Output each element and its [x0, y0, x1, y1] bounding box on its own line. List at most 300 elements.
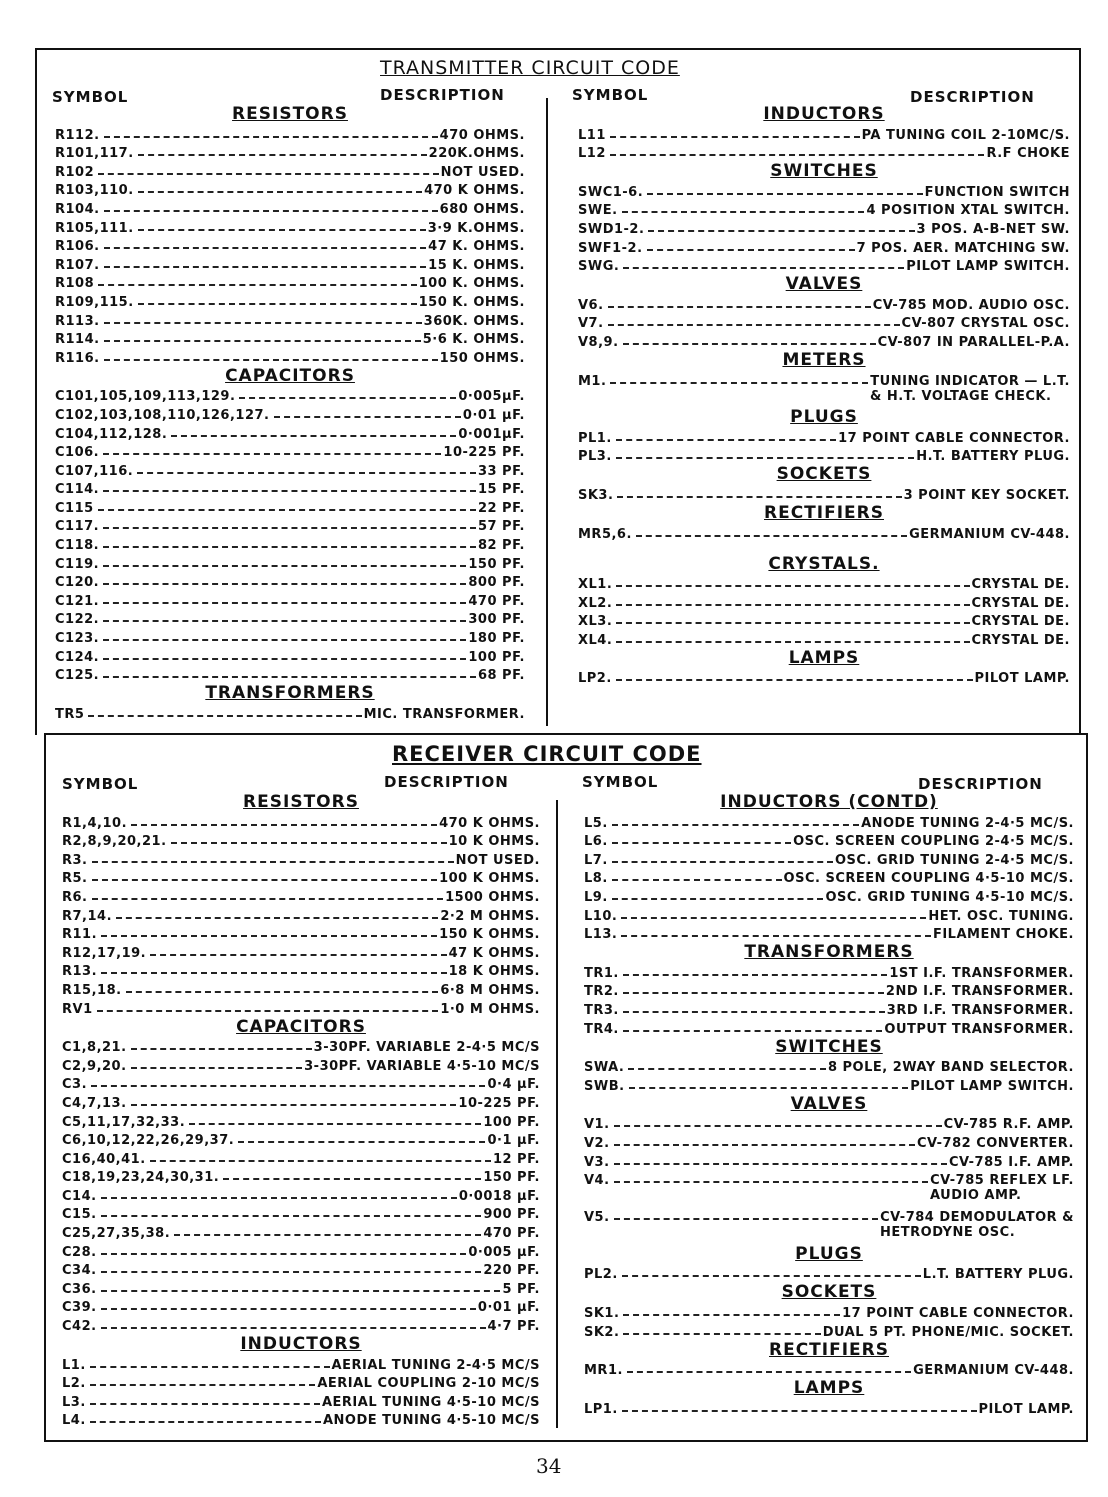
component-row: [578, 237, 1070, 256]
component-symbol: C102,103,108,110,126,127.: [55, 407, 270, 423]
component-description: FUNCTION SWITCH: [924, 184, 1070, 200]
component-symbol: L9.: [584, 889, 608, 905]
component-symbol: SK1.: [584, 1306, 620, 1322]
component-row: [62, 979, 540, 998]
component-symbol: C15.: [62, 1207, 97, 1223]
leader-dashes: [612, 842, 791, 844]
component-description: AERIAL COUPLING 2-10 MC/S: [317, 1376, 540, 1392]
component-row: [62, 1278, 540, 1297]
component-symbol: L2.: [62, 1376, 86, 1392]
component-symbol: L8.: [584, 871, 608, 887]
leader-dashes: [623, 267, 904, 269]
component-row: [55, 665, 525, 684]
component-row: [55, 703, 525, 722]
component-row: [584, 1207, 1074, 1226]
leader-dashes: [101, 1215, 482, 1217]
section-heading: SWITCHES: [775, 1036, 883, 1057]
component-symbol: SWG.: [578, 259, 620, 275]
section-heading: RESISTORS: [243, 792, 359, 812]
leader-dashes: [101, 972, 447, 974]
component-symbol: C119.: [55, 556, 100, 572]
component-description: PA TUNING COIL 2-10MC/S.: [861, 127, 1070, 143]
component-description: 3·9 K.OHMS.: [427, 220, 525, 236]
component-symbol: V2.: [584, 1135, 610, 1151]
receiver-left-symbol-heading: SYMBOL: [62, 775, 139, 793]
leader-dashes: [612, 898, 824, 900]
component-description-continuation: HETRODYNE OSC.: [880, 1225, 1016, 1241]
component-row: [62, 1204, 540, 1223]
leader-dashes: [614, 1163, 947, 1165]
component-symbol: R102: [55, 164, 95, 180]
leader-dashes: [98, 173, 438, 175]
component-description: PILOT LAMP SWITCH.: [910, 1078, 1074, 1094]
component-symbol: R1,4,10.: [62, 815, 128, 831]
component-description: CV-785 I.F. AMP.: [949, 1154, 1074, 1170]
component-symbol: R12,17,19.: [62, 945, 147, 961]
component-description: 6·8 M OHMS.: [440, 982, 540, 998]
component-symbol: SWE.: [578, 203, 618, 219]
component-symbol: C6,10,12,22,26,29,37.: [62, 1133, 235, 1149]
leader-dashes: [623, 974, 887, 976]
leader-dashes: [137, 472, 476, 474]
component-description-continuation: & H.T. VOLTAGE CHECK.: [870, 388, 1052, 404]
component-description: OSC. SCREEN COUPLING 2-4·5 MC/S.: [793, 834, 1074, 850]
component-row: [62, 1092, 540, 1111]
component-symbol: R103,110.: [55, 183, 134, 199]
component-symbol: XL1.: [578, 577, 613, 593]
component-description: CRYSTAL DE.: [971, 614, 1070, 630]
component-symbol: R108: [55, 276, 95, 292]
component-symbol: C1,8,21.: [62, 1040, 127, 1056]
section-heading: INDUCTORS (CONTD): [720, 792, 938, 812]
component-symbol: L1.: [62, 1357, 86, 1373]
component-row: [62, 905, 540, 924]
component-row: [584, 1264, 1074, 1283]
component-symbol: L12: [578, 146, 606, 162]
component-symbol: R114.: [55, 332, 100, 348]
section-heading: CAPACITORS: [225, 365, 355, 386]
leader-dashes: [239, 397, 456, 399]
leader-dashes: [101, 1327, 486, 1329]
leader-dashes: [101, 935, 437, 937]
section-heading: TRANSFORMERS: [744, 942, 914, 963]
component-description: FILAMENT CHOKE.: [932, 927, 1074, 943]
component-symbol: TR3.: [584, 1002, 619, 1018]
component-description: CRYSTAL DE.: [971, 577, 1070, 593]
leader-dashes: [616, 604, 969, 606]
transmitter-right-description-heading: DESCRIPTION: [910, 88, 1035, 106]
component-description: 3-30PF. VARIABLE 4·5-10 MC/S: [304, 1058, 540, 1074]
leader-dashes: [627, 1371, 911, 1373]
component-symbol: L7.: [584, 852, 608, 868]
section-heading: CAPACITORS: [236, 1016, 366, 1037]
component-row: [55, 310, 525, 329]
section-heading: INDUCTORS: [240, 1334, 362, 1355]
leader-dashes: [614, 1218, 879, 1220]
leader-dashes: [171, 435, 456, 437]
component-row: [584, 999, 1074, 1018]
leader-dashes: [92, 861, 454, 863]
component-symbol: R106.: [55, 239, 100, 255]
component-symbol: C101,105,109,113,129.: [55, 389, 236, 405]
component-description: 5·6 K. OHMS.: [422, 332, 525, 348]
component-row: [578, 446, 1070, 465]
component-description: PILOT LAMP SWITCH.: [906, 259, 1070, 275]
component-symbol: SWB.: [584, 1078, 625, 1094]
component-description: 3-30PF. VARIABLE 2-4·5 MC/S: [313, 1040, 540, 1056]
section-heading: VALVES: [790, 1093, 868, 1114]
component-description: OSC. GRID TUNING 4·5-10 MC/S.: [825, 889, 1074, 905]
component-description: NOT USED.: [440, 164, 525, 180]
component-description: 33 PF.: [477, 463, 525, 479]
leader-dashes: [104, 247, 427, 249]
leader-dashes: [628, 1068, 826, 1070]
leader-dashes: [622, 1410, 977, 1412]
component-symbol: C118.: [55, 538, 100, 554]
leader-dashes: [171, 842, 447, 844]
component-row: [62, 1315, 540, 1334]
transmitter-right-column: [578, 104, 1070, 686]
section-heading: SOCKETS: [781, 1282, 877, 1303]
component-row: [578, 427, 1070, 446]
component-row: [55, 590, 525, 609]
leader-dashes: [88, 715, 361, 717]
component-description: DUAL 5 PT. PHONE/MIC. SOCKET.: [822, 1324, 1074, 1340]
component-row: [55, 254, 525, 273]
component-symbol: R109,115.: [55, 294, 134, 310]
leader-dashes: [616, 457, 914, 459]
component-row: [578, 611, 1070, 630]
section-heading: METERS: [782, 349, 866, 370]
leader-dashes: [126, 991, 439, 993]
component-symbol: C123.: [55, 631, 100, 647]
component-symbol: TR4.: [584, 1021, 619, 1037]
component-row: [578, 313, 1070, 332]
component-row: [55, 516, 525, 535]
receiver-left-description-heading: DESCRIPTION: [384, 773, 509, 791]
leader-dashes: [92, 879, 438, 881]
transmitter-column-divider: [546, 98, 548, 726]
component-description: 17 POINT CABLE CONNECTOR.: [838, 430, 1070, 446]
component-row: [62, 1167, 540, 1186]
component-symbol: XL2.: [578, 595, 613, 611]
component-description: 15 K. OHMS.: [428, 257, 525, 273]
leader-dashes: [623, 1011, 885, 1013]
component-symbol: R13.: [62, 964, 98, 980]
component-row: [55, 423, 525, 442]
component-description: 5 PF.: [502, 1281, 540, 1297]
component-row: [584, 1398, 1074, 1417]
leader-dashes: [103, 583, 466, 585]
component-symbol: V6.: [578, 297, 604, 313]
component-symbol: TR2.: [584, 984, 619, 1000]
component-description: 0·4 µF.: [487, 1077, 540, 1093]
component-description: 150 PF.: [468, 556, 525, 572]
component-row: [584, 1360, 1074, 1379]
leader-dashes: [98, 284, 416, 286]
component-symbol: R7,14.: [62, 908, 113, 924]
component-description: 4 POSITION XTAL SWITCH.: [866, 203, 1070, 219]
component-row: [584, 1132, 1074, 1151]
component-row: [578, 256, 1070, 275]
leader-dashes: [616, 585, 969, 587]
component-symbol: R101,117.: [55, 146, 134, 162]
component-description: CV-807 CRYSTAL OSC.: [901, 316, 1070, 332]
component-symbol: L3.: [62, 1394, 86, 1410]
section-heading: RECTIFIERS: [769, 1339, 889, 1360]
component-description: 47 K. OHMS.: [428, 239, 525, 255]
component-row: [584, 962, 1074, 981]
leader-dashes: [131, 1104, 457, 1106]
leader-dashes: [616, 439, 836, 441]
component-symbol: C125.: [55, 668, 100, 684]
component-symbol: V7.: [578, 316, 604, 332]
component-description: MIC. TRANSFORMER.: [363, 706, 525, 722]
component-row: [62, 1130, 540, 1149]
component-description: 900 PF.: [483, 1207, 540, 1223]
leader-dashes: [621, 935, 931, 937]
leader-dashes: [614, 1125, 942, 1127]
leader-dashes: [91, 1085, 485, 1087]
component-description: 100 K OHMS.: [439, 871, 540, 887]
section-heading: PLUGS: [795, 1243, 863, 1264]
component-description: OSC. SCREEN COUPLING 4·5-10 MC/S.: [783, 871, 1074, 887]
component-description: CRYSTAL DE.: [971, 632, 1070, 648]
component-row: [584, 1302, 1074, 1321]
component-row: [62, 849, 540, 868]
component-symbol: R11.: [62, 927, 98, 943]
component-row: [578, 181, 1070, 200]
component-description: 0·001µF.: [458, 426, 525, 442]
section-heading: INDUCTORS: [763, 104, 885, 124]
component-row: [55, 553, 525, 572]
component-row: [584, 868, 1074, 887]
component-description: GERMANIUM CV-448.: [909, 526, 1070, 542]
component-description: CV-785 REFLEX LF.: [930, 1173, 1074, 1189]
component-row: [55, 291, 525, 310]
leader-dashes: [97, 1010, 439, 1012]
receiver-column-divider: [556, 800, 558, 1428]
transmitter-left-column: [55, 104, 525, 722]
component-row: [55, 460, 525, 479]
component-symbol: R112.: [55, 127, 100, 143]
component-symbol: C115: [55, 500, 94, 516]
component-description: CV-807 IN PARALLEL-P.A.: [877, 334, 1070, 350]
leader-dashes: [610, 382, 868, 384]
component-description: 150 OHMS.: [439, 350, 525, 366]
component-description: 470 K OHMS.: [424, 183, 525, 199]
leader-dashes: [608, 306, 871, 308]
component-description: 3RD I.F. TRANSFORMER.: [886, 1002, 1074, 1018]
transmitter-left-symbol-heading: SYMBOL: [52, 88, 129, 106]
component-description: ANODE TUNING 4·5-10 MC/S: [322, 1413, 540, 1429]
component-symbol: C18,19,23,24,30,31.: [62, 1170, 220, 1186]
leader-dashes: [617, 496, 901, 498]
component-row: [55, 404, 525, 423]
component-symbol: V4.: [584, 1173, 610, 1189]
component-description: 150 K. OHMS.: [418, 294, 525, 310]
component-description: 10-225 PF.: [443, 445, 525, 461]
component-row: [578, 124, 1070, 143]
component-symbol: TR5: [55, 706, 85, 722]
component-description-continuation: AUDIO AMP.: [930, 1188, 1022, 1204]
component-row: [584, 1151, 1074, 1170]
leader-dashes: [622, 211, 865, 213]
component-symbol: C16,40,41.: [62, 1151, 146, 1167]
leader-dashes: [616, 641, 969, 643]
component-row: [584, 831, 1074, 850]
component-row: [584, 905, 1074, 924]
component-symbol: C2,9,20.: [62, 1058, 127, 1074]
component-description: 470 K OHMS.: [439, 815, 540, 831]
section-heading: PLUGS: [790, 407, 858, 428]
component-symbol: XL4.: [578, 632, 613, 648]
component-description: 82 PF.: [477, 538, 525, 554]
leader-dashes: [104, 322, 422, 324]
component-row: [584, 981, 1074, 1000]
component-row: [55, 442, 525, 461]
component-symbol: V1.: [584, 1117, 610, 1133]
component-symbol: C124.: [55, 649, 100, 665]
component-row: [62, 1111, 540, 1130]
component-description: 470 OHMS.: [439, 127, 525, 143]
leader-dashes: [612, 824, 859, 826]
receiver-left-column: [62, 792, 540, 1428]
component-symbol: R5.: [62, 871, 88, 887]
component-row: [62, 961, 540, 980]
leader-dashes: [189, 1123, 481, 1125]
component-row: [55, 627, 525, 646]
component-symbol: LP1.: [584, 1401, 618, 1417]
leader-dashes: [101, 1253, 467, 1255]
leader-dashes: [101, 1308, 476, 1310]
component-description: 17 POINT CABLE CONNECTOR.: [842, 1306, 1074, 1322]
component-row: [578, 331, 1070, 350]
component-symbol: C104,112,128.: [55, 426, 168, 442]
component-row: [62, 998, 540, 1017]
component-symbol: R105,111.: [55, 220, 134, 236]
leader-dashes: [623, 1333, 820, 1335]
component-row: [62, 1410, 540, 1429]
component-row: [578, 143, 1070, 162]
component-row: [62, 1297, 540, 1316]
leader-dashes: [621, 917, 926, 919]
leader-dashes: [623, 1030, 883, 1032]
component-description: 0·1 µF.: [487, 1133, 540, 1149]
component-description: 150 PF.: [483, 1170, 540, 1186]
component-description: 470 PF.: [483, 1226, 540, 1242]
component-description: HET. OSC. TUNING.: [928, 908, 1074, 924]
leader-dashes: [116, 917, 438, 919]
component-row: [62, 868, 540, 887]
component-row: [55, 180, 525, 199]
component-symbol: SK3.: [578, 487, 614, 503]
component-description: 800 PF.: [468, 575, 525, 591]
component-description: 1ST I.F. TRANSFORMER.: [889, 965, 1074, 981]
component-symbol: R3.: [62, 852, 88, 868]
component-row: [55, 609, 525, 628]
component-symbol: L11: [578, 127, 606, 143]
leader-dashes: [103, 676, 476, 678]
component-symbol: R116.: [55, 350, 100, 366]
component-symbol: C14.: [62, 1188, 97, 1204]
component-symbol: SWC1-6.: [578, 184, 644, 200]
section-heading: LAMPS: [788, 647, 860, 668]
component-description: 7 POS. AER. MATCHING SW.: [856, 240, 1070, 256]
leader-dashes: [223, 1178, 481, 1180]
component-description: TUNING INDICATOR — L.T.: [870, 373, 1070, 389]
component-row: [62, 886, 540, 905]
component-row: [584, 812, 1074, 831]
component-description: CV-785 R.F. AMP.: [943, 1117, 1074, 1133]
component-symbol: SWF1-2.: [578, 240, 643, 256]
leader-dashes: [150, 1160, 491, 1162]
component-description: 100 PF.: [468, 649, 525, 665]
leader-dashes: [608, 324, 900, 326]
component-description: 100 K. OHMS.: [418, 276, 525, 292]
leader-dashes: [610, 136, 860, 138]
component-row: [55, 479, 525, 498]
component-description: 470 PF.: [468, 593, 525, 609]
component-row: [55, 161, 525, 180]
component-row: [62, 812, 540, 831]
leader-dashes: [612, 861, 833, 863]
leader-dashes: [610, 154, 985, 156]
component-row: [584, 1321, 1074, 1340]
leader-dashes: [101, 1271, 482, 1273]
component-row: [584, 1170, 1074, 1189]
component-description: AERIAL TUNING 2-4·5 MC/S: [331, 1357, 540, 1373]
component-symbol: LP2.: [578, 671, 612, 687]
component-row: [584, 1075, 1074, 1094]
component-row: [55, 329, 525, 348]
leader-dashes: [90, 1384, 316, 1386]
leader-dashes: [103, 602, 466, 604]
component-symbol: C28.: [62, 1244, 97, 1260]
component-symbol: C120.: [55, 575, 100, 591]
leader-dashes: [174, 1234, 481, 1236]
component-symbol: M1.: [578, 373, 607, 389]
component-row: [578, 668, 1070, 687]
component-symbol: C34.: [62, 1263, 97, 1279]
component-description: 2ND I.F. TRANSFORMER.: [885, 984, 1074, 1000]
receiver-right-symbol-heading: SYMBOL: [582, 773, 659, 791]
leader-dashes: [103, 658, 466, 660]
component-row: [578, 523, 1070, 542]
component-description: NOT USED.: [455, 852, 540, 868]
component-symbol: XL3.: [578, 614, 613, 630]
component-description: L.T. BATTERY PLUG.: [922, 1267, 1074, 1283]
transmitter-left-description-heading: DESCRIPTION: [380, 86, 505, 104]
component-symbol: L13.: [584, 927, 618, 943]
component-row: [55, 198, 525, 217]
component-symbol: PL2.: [584, 1267, 618, 1283]
component-row: [578, 294, 1070, 313]
section-heading: VALVES: [785, 274, 863, 295]
component-description: 22 PF.: [477, 500, 525, 516]
component-row: [578, 574, 1070, 593]
leader-dashes: [648, 230, 914, 232]
component-symbol: R15,18.: [62, 982, 122, 998]
component-symbol: C107,116.: [55, 463, 134, 479]
component-description: 180 PF.: [468, 631, 525, 647]
component-description: 220K.OHMS.: [428, 146, 525, 162]
leader-dashes: [612, 879, 782, 881]
component-description: 4·7 PF.: [487, 1319, 540, 1335]
component-symbol: L4.: [62, 1413, 86, 1429]
transmitter-title: TRANSMITTER CIRCUIT CODE: [380, 57, 680, 79]
component-row: [55, 347, 525, 366]
